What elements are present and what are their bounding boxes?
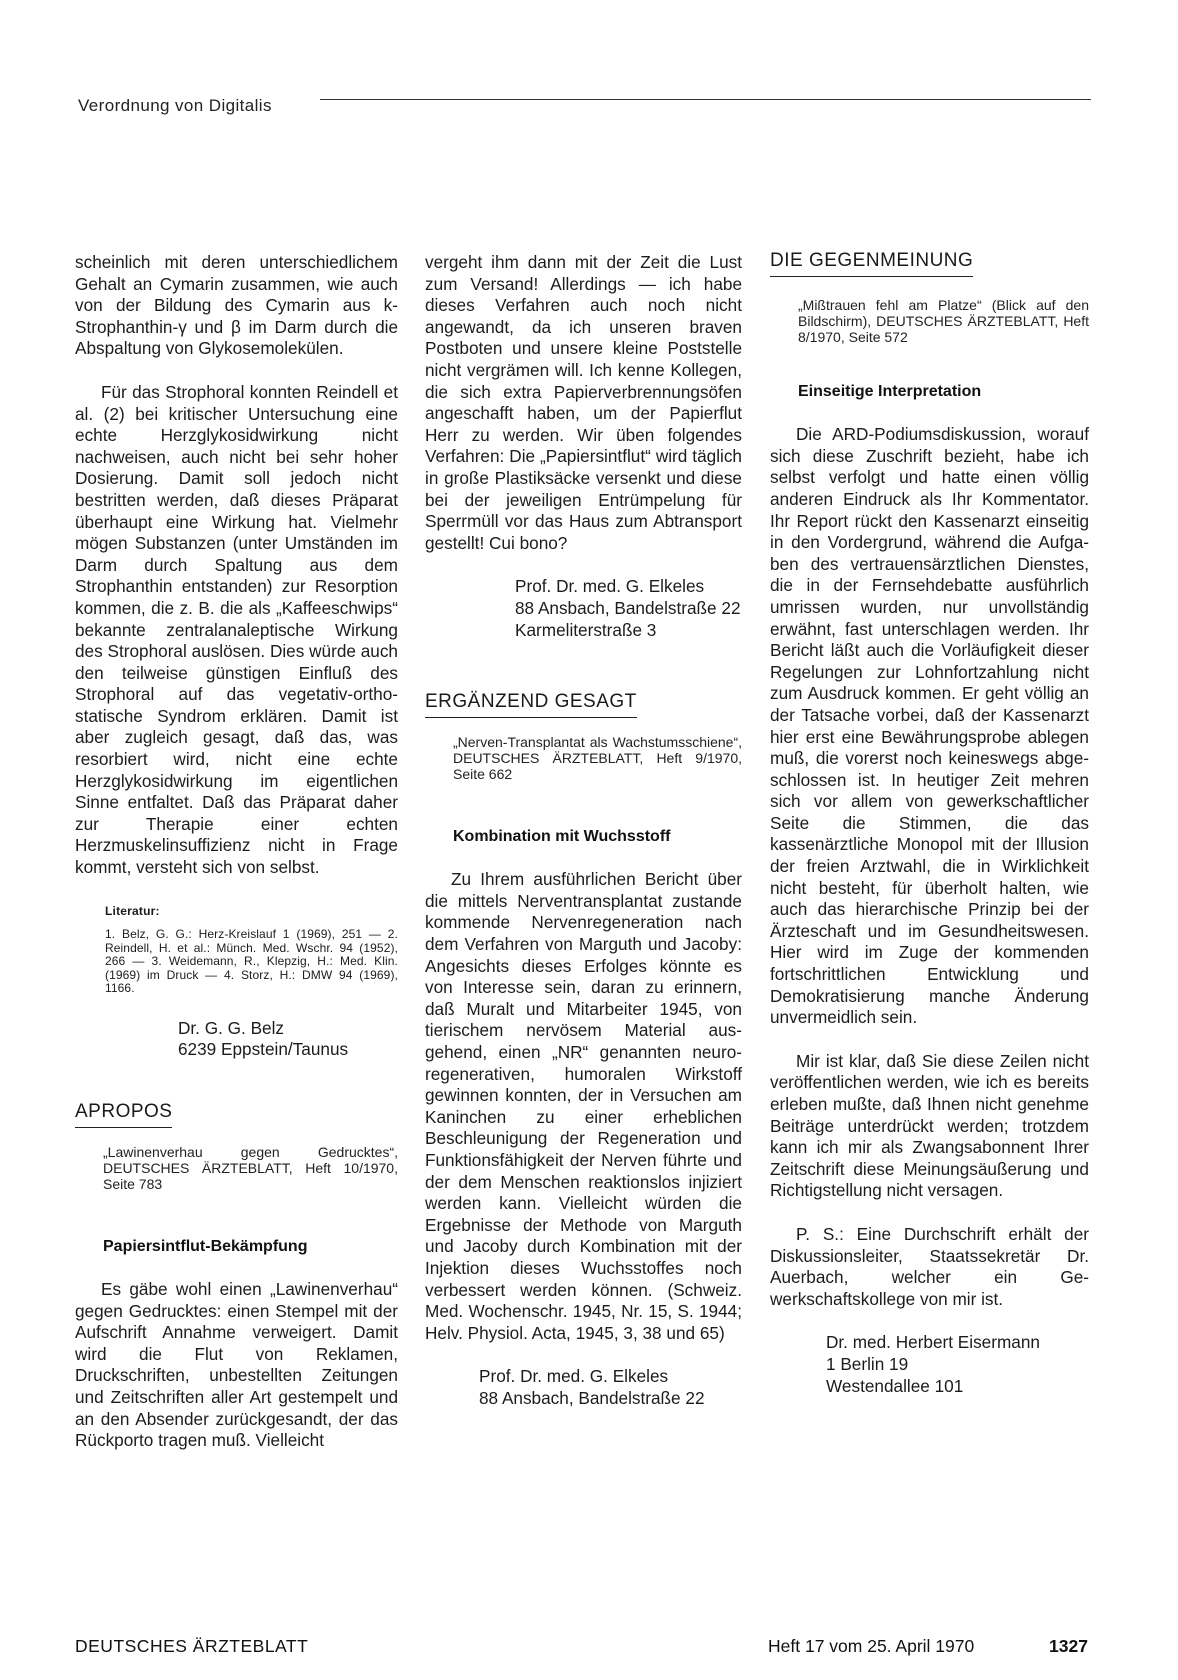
article-title: Einseitige Interpretation bbox=[798, 382, 982, 400]
signature-block bbox=[178, 1018, 398, 1061]
paragraph: vergeht ihm dann mit der Zeit die Lust zum Versand! Allerdings — ich habe dieses Verfahren auch noch nicht angewandt, da ich unseren braven Postboten und unsere kleine Poststelle nicht vergrämen will. Ich kenne Kollegen, die sich extra Papierverbrennungsöfen angeschafft haben, um der Papierflut Herr zu werden. Wir üben folgendes Verfahren: Die „Papiersintflut“ wird täglich in große Plastiksäcke versenkt und diese bei der jeweiligen Entrümpelung für Sperrmüll vor das Haus zum Abtransport gestellt! Cui bono? bbox=[425, 252, 742, 553]
signature-block bbox=[826, 1332, 1089, 1397]
section-title: APROPOS bbox=[75, 1101, 172, 1128]
paragraph: Es gäbe wohl einen „Lawinenverhau“ gegen Gedrucktes: einen Stempel mit der Aufschrift Annahme verweigert. Damit wird die Flut von Reklamen, Druckschriften, unbestellten Zeitungen und Zeitschriften aller Art gestempelt und an den Absender zurückgesandt, der das Rückporto tragen muß. Vielleicht bbox=[75, 1279, 398, 1451]
article-title: Papiersintflut-Bekämpfung bbox=[103, 1237, 308, 1255]
signature-place: 88 Ansbach, Bandelstraße 22 bbox=[515, 597, 741, 618]
signature-place: 1 Berlin 19 bbox=[826, 1353, 909, 1374]
literature-list: 1. Belz, G. G.: Herz-Kreislauf 1 (1969), 251 — 2. Reindell, H. et al.: Münch. Med. Wschr. 94 (1952), 266 — 3. Weidemann, R., Klepzig, H.: Med. Klin. (1969) im Druck — 4. Storz, H.: DMW 94 (1969), 1166. bbox=[105, 927, 398, 996]
column-2 bbox=[425, 252, 742, 1410]
reference-note: „Nerven-Transplantat als Wachstumsschiene“, DEUTSCHES ÄRZTEBLATT, Heft 9/1970, Seite 662 bbox=[453, 733, 742, 782]
signature-block bbox=[515, 576, 742, 641]
header-rule bbox=[320, 99, 1091, 100]
section-heading-wrap bbox=[75, 1101, 398, 1128]
running-title: Verordnung von Digitalis bbox=[78, 96, 272, 115]
article-title: Kombination mit Wuchsstoff bbox=[453, 827, 671, 845]
signature-name: Prof. Dr. med. G. Elkeles bbox=[515, 576, 705, 597]
footer-issue: Heft 17 vom 25. April 1970 bbox=[768, 1636, 975, 1656]
page-number: 1327 bbox=[1049, 1636, 1088, 1656]
section-title: ERGÄNZEND GESAGT bbox=[425, 691, 637, 718]
signature-name: Dr. G. G. Belz bbox=[178, 1017, 285, 1038]
signature-street: Karmeliterstraße 3 bbox=[515, 619, 657, 640]
signature-name: Prof. Dr. med. G. Elkeles bbox=[479, 1366, 669, 1387]
paragraph: Für das Strophoral konnten Reindell et al. (2) bei kritischer Untersuchung eine echte Herzglykosidwirkung nicht nachweisen, auch nicht bei sehr hoher Dosierung. Damit soll jedoch nicht bestritten werden, daß dieses Präparat überhaupt eine Wirkung hat. Vielmehr mögen Substanzen (unter Umständen im Darm durch Spaltung aus dem Strophanthin entstanden) zur Resorption kommen, die z. B. die als „Kaffeeschwips“ bekannte zentralanaleptische Wirkung des Strophoral auslösen. Dies würde auch den teilweise günstigen Einfluß des Strophoral auf das vegetativ-orthostatische Syndrom erklären. Damit ist aber zugleich gesagt, daß das, was resorbiert wird, nicht eine echte Herzglykosidwirkung im eigentlichen Sinne entfaltet. Daß das Präparat daher zur Therapie einer echten Herzmuskelinsuffizienz nicht in Frage kommt, versteht sich von selbst. bbox=[75, 381, 398, 878]
running-header bbox=[78, 96, 1091, 120]
column-1 bbox=[75, 252, 398, 1452]
section-heading-wrap bbox=[425, 691, 742, 718]
paragraph: Die ARD-Podiumsdiskussion, worauf sich diese Zuschrift bezieht, habe ich selbst verfolgt und hatte einen völlig anderen Eindruck als Ihr Kommentator. Ihr Report rückt den Kassenarzt einseitig in den Vordergrund, während die Aufgaben des vertrauensärztlichen Dienstes, die in der Fernsehdebatte ausführlich umrissen wurden, nur unvollständig erwähnt, fast unterschlagen werden. Ihr Bericht läßt auch die Vorläufigkeit dieser Regelungen zur Lohnfortzahlung nicht zum Ausdruck kommen. Er geht völlig an der Tatsache vorbei, daß der Kassenarzt hier erst eine Bewährungsprobe ablegen muß, die vorerst noch keineswegs abgeschlossen ist. In heutiger Zeit mehren sich vor allem von gewerkschaftlicher Seite die Stimmen, die das kassenärztliche Monopol mit der Illusion der freien Arztwahl, die in Wirklichkeit nicht besteht, für überholt halten, wie auch das hierarchische Prinzip bei der Ärzteschaft und im Gesundheitswesen. Hier wird im Zuge der kommenden fortschrittlichen Entwicklung und Demokratisierung manche Änderung unvermeidlich sein. bbox=[770, 424, 1089, 1028]
signature-block bbox=[479, 1366, 742, 1409]
paragraph: P. S.: Eine Durchschrift erhält der Diskussionsleiter, Staatssekretär Dr. Auerbach, welcher ein Gewerkschaftskollege von mir ist. bbox=[770, 1223, 1089, 1309]
signature-name: Dr. med. Herbert Eisermann bbox=[826, 1332, 1040, 1353]
footer-journal: DEUTSCHES ÄRZTEBLATT bbox=[75, 1636, 309, 1656]
reference-note: „Lawinenverhau gegen Gedrucktes“, DEUTSCHES ÄRZTEBLATT, Heft 10/1970, Seite 783 bbox=[103, 1143, 398, 1192]
signature-place: 6239 Eppstein/Taunus bbox=[178, 1039, 349, 1060]
literature-heading: Literatur: bbox=[105, 903, 160, 918]
column-3 bbox=[770, 252, 1089, 1397]
signature-place: 88 Ansbach, Bandelstraße 22 bbox=[479, 1387, 705, 1408]
section-heading-wrap bbox=[770, 250, 1089, 277]
paragraph: Mir ist klar, daß Sie diese Zeilen nicht veröffentlichen werden, wie ich es bereits erleben mußte, daß Ihnen nicht genehme Beiträge unterdrückt werden; trotzdem kann ich mir als Zwangsabonnent Ihrer Zeitschrift diese Meinungsäußerung und Richtigstellung nicht versagen. bbox=[770, 1050, 1089, 1201]
reference-note: „Mißtrauen fehl am Platze“ (Blick auf den Bildschirm), DEUTSCHES ÄRZTEBLATT, Heft 8/1970, Seite 572 bbox=[798, 296, 1089, 345]
section-title: DIE GEGENMEINUNG bbox=[770, 250, 973, 277]
paragraph: Zu Ihrem ausführlichen Bericht über die mittels Nerventransplantat zustande kommende Nervenregeneration nach dem Verfahren von Marguth und Jacoby: Angesichts dieses Erfolges könnte es von Interesse sein, daran zu erinnern, daß Muralt und Mitarbeiter 1945, von tierischem nervösem Material ausgehend, einen „NR“ genannten neuro-regenerativen, humoralen Wirkstoff gewinnen konnten, der in Versuchen am Kaninchen zu einer erheblichen Beschleunigung der Regeneration und Funktionsfähigkeit der Nerven führte und der dem Menschen reaktionslos injiziert werden kann. Vielleicht würden die Ergebnisse der Methode von Marguth und Jacoby durch Kombination mit der Injektion dieses Wuchsstoffes noch verbessert werden können. (Schweiz. Med. Wochenschr. 1945, Nr. 15, S. 1944; Helv. Physiol. Acta, 1945, 3, 38 und 65) bbox=[425, 869, 742, 1343]
paragraph: scheinlich mit deren unterschiedlichem Gehalt an Cymarin zusammen, wie auch von der Bildung des Cymarin aus k-Strophanthin-γ und β im Darm durch die Abspaltung von Glykosemolekülen. bbox=[75, 252, 398, 359]
signature-street: Westendallee 101 bbox=[826, 1375, 964, 1396]
